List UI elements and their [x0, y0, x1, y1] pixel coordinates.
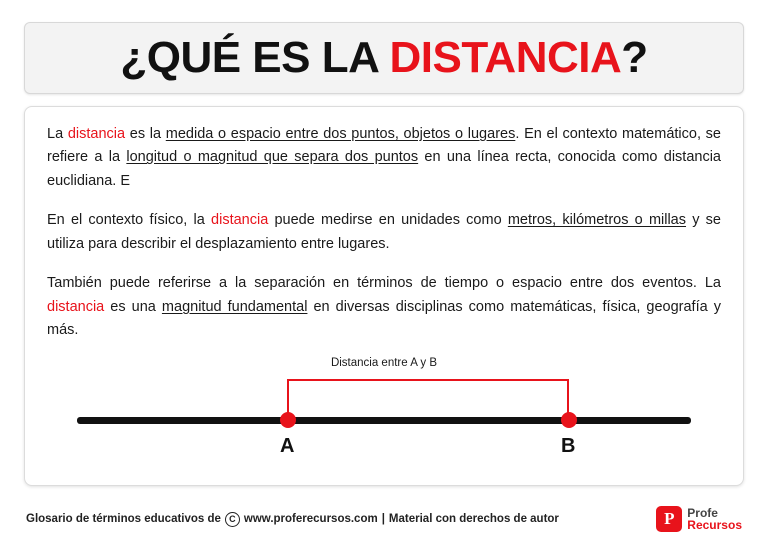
- p3-part3: es una: [104, 298, 162, 315]
- p2-part1: En el contexto físico, la: [47, 212, 212, 229]
- p1-part5: . En el contexto matemático, se refiere a la: [47, 126, 721, 166]
- p1-emphasis-1: medida o espacio entre dos puntos, objetos o lugares: [165, 126, 516, 142]
- title-highlight: DISTANCIA: [389, 33, 622, 82]
- p2-part3: puede medirse en unidades como: [268, 212, 508, 229]
- copyright-icon: C: [225, 512, 240, 527]
- p2-emphasis-1: metros, kilómetros o millas: [507, 212, 687, 229]
- logo-line-2: Recursos: [687, 518, 742, 532]
- page-title: [120, 33, 647, 83]
- p2-part5: y se utiliza para describir el desplazamiento entre lugares.: [47, 212, 721, 252]
- point-b-label: B: [561, 434, 576, 457]
- title-banner: [24, 22, 744, 94]
- point-a-marker: [280, 412, 296, 428]
- paragraph-2: [47, 209, 721, 256]
- distance-diagram: [47, 357, 721, 477]
- p1-part7: en una línea recta, conocida como distancia euclidiana. E: [47, 149, 721, 189]
- p1-keyword: distancia: [67, 126, 126, 142]
- p3-keyword: distancia: [47, 298, 105, 315]
- footer-text-after: Material con derechos de autor: [388, 513, 559, 525]
- footer: [0, 495, 768, 543]
- title-before: ¿QUÉ ES LA: [120, 33, 390, 82]
- p1-part1: La: [47, 126, 68, 142]
- logo-line-1: Profe: [687, 505, 718, 520]
- point-b-marker: [561, 412, 577, 428]
- logo-mark-icon: P: [656, 506, 682, 532]
- footer-site-link[interactable]: www.proferecursos.com: [243, 513, 378, 525]
- p1-emphasis-2: longitud o magnitud que separa dos puntos: [126, 149, 419, 166]
- brand-logo: [656, 506, 742, 532]
- paragraph-1: [47, 123, 721, 193]
- logo-wordmark: [687, 507, 742, 531]
- p3-part5: en diversas disciplinas como matemáticas, física, geografía y más.: [47, 298, 721, 339]
- footer-credit: [26, 512, 559, 527]
- p3-part1: También puede referirse a la separación en términos de tiempo o espacio entre dos eventos. La: [47, 275, 721, 292]
- definition-card: [24, 106, 744, 486]
- p1-part3: es la: [125, 126, 166, 142]
- p2-keyword: distancia: [211, 212, 269, 229]
- number-line: [77, 417, 691, 424]
- diagram-caption: Distancia entre A y B: [330, 356, 438, 369]
- footer-text-before: Glosario de términos educativos de: [26, 513, 221, 525]
- title-after: ?: [621, 33, 648, 82]
- distance-bracket: [287, 379, 569, 413]
- paragraph-3: [47, 272, 721, 342]
- p3-emphasis-1: magnitud fundamental: [161, 298, 308, 315]
- footer-separator: |: [381, 513, 385, 525]
- point-a-label: A: [280, 434, 295, 457]
